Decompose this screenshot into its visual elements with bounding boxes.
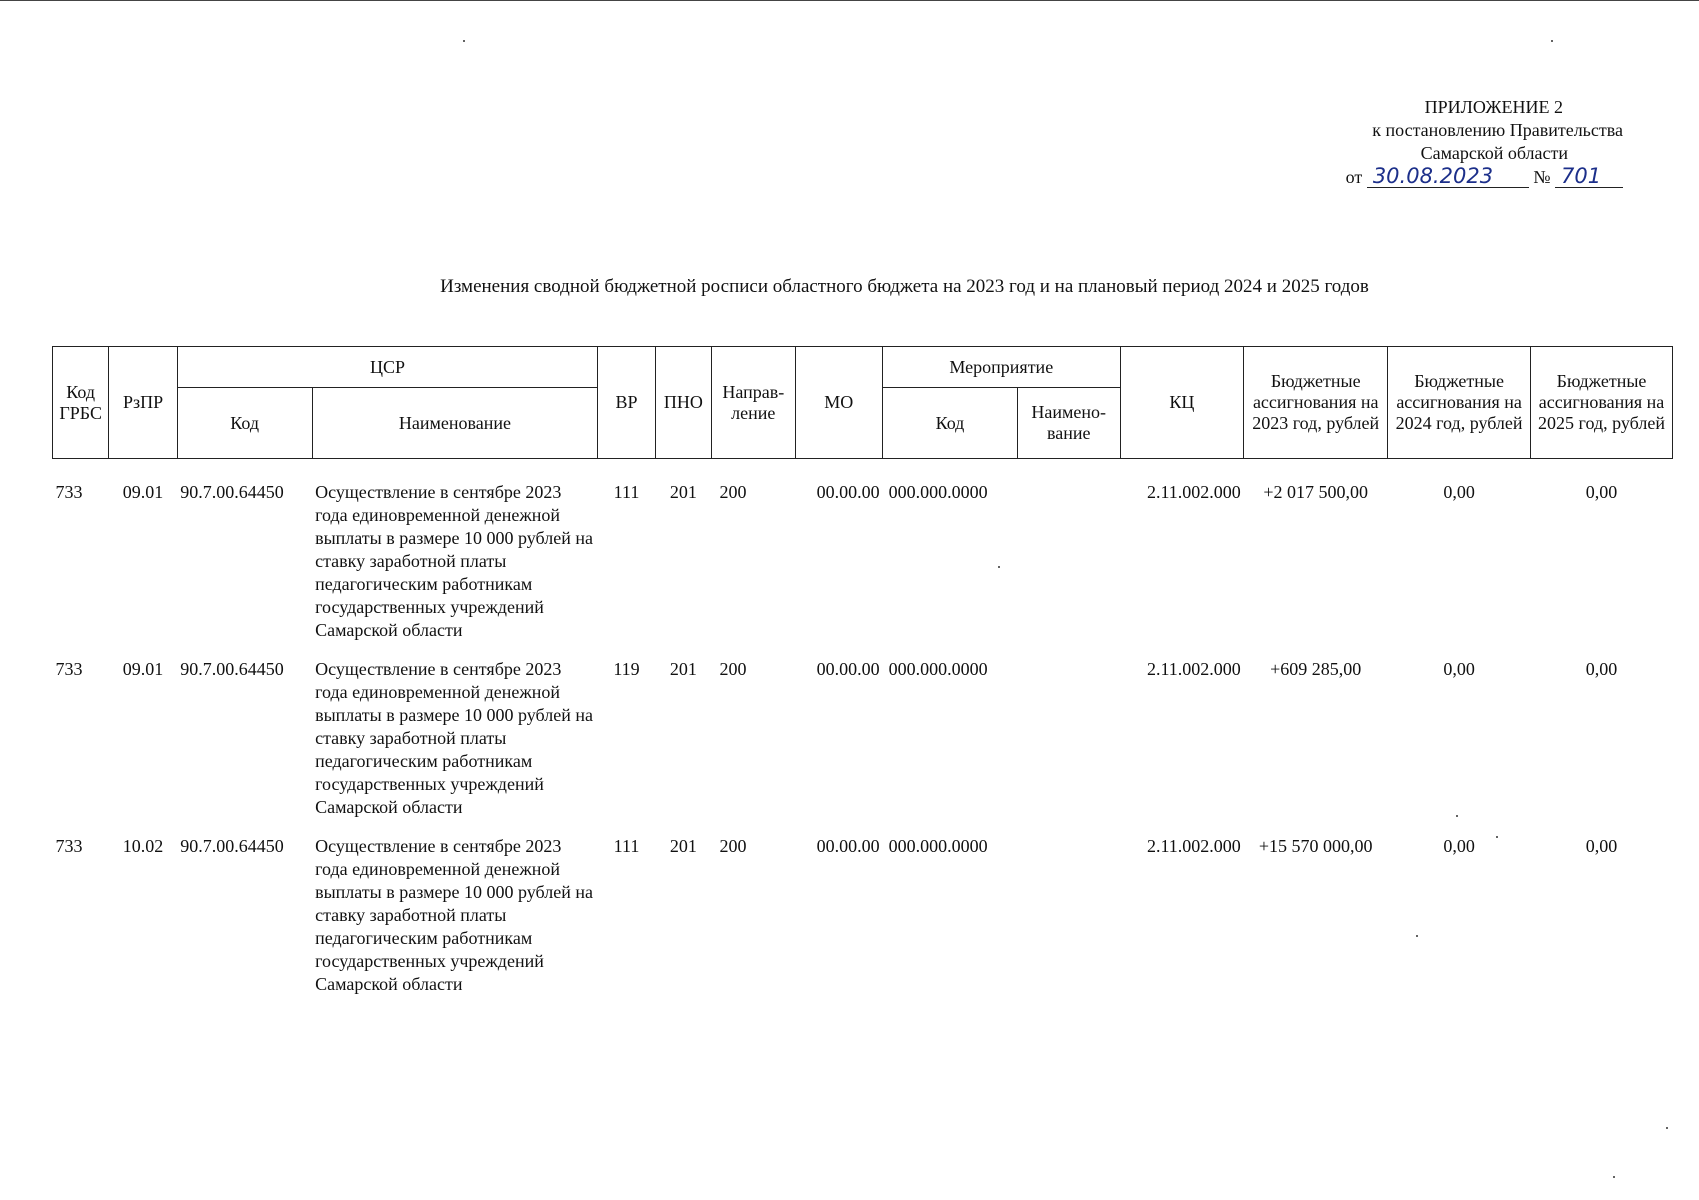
scan-speck (1456, 815, 1458, 817)
table-row (53, 835, 1673, 1012)
header-rzpr: РзПР (109, 347, 177, 459)
cell-vr: 111 (613, 836, 640, 856)
header-direction: Направ-ление (712, 347, 796, 459)
appendix-resolution: к постановлению Правительства (1372, 120, 1623, 140)
appendix-region: Самарской области (1420, 143, 1568, 163)
cell-mo: 00.00.00 (816, 482, 880, 502)
cell-csr-code: 90.7.00.64450 (180, 482, 284, 502)
scan-speck (1416, 935, 1418, 937)
cell-budget-2025: 0,00 (1585, 659, 1618, 679)
cell-event-name (1017, 835, 1120, 1012)
cell-pno: 201 (669, 836, 697, 856)
cell-event-code: 000.000.0000 (888, 482, 988, 502)
scan-speck (463, 40, 465, 42)
cell-budget-2025: 0,00 (1585, 482, 1618, 502)
cell-event-name (1017, 658, 1120, 835)
cell-direction: 200 (719, 659, 747, 679)
appendix-date-line (1263, 165, 1623, 189)
cell-event-code: 000.000.0000 (888, 659, 988, 679)
cell-budget-2023: +609 285,00 (1270, 659, 1362, 679)
header-budget-2023: Бюджетные ассигнования на 2023 год, рублей (1244, 347, 1388, 459)
budget-table (52, 346, 1673, 1012)
cell-mo: 00.00.00 (816, 836, 880, 856)
scan-speck (1613, 1176, 1615, 1178)
cell-csr-code: 90.7.00.64450 (180, 836, 284, 856)
handwritten-number: 701 (1555, 165, 1623, 188)
cell-rzpr: 09.01 (122, 659, 164, 679)
header-event-name: Наимено-вание (1017, 388, 1120, 459)
cell-csr-name: Осуществление в сентябре 2023 года единовременной денежной выплаты в размере 10 000 рублей на ставку заработной платы педагогическим работникам государственных учреждений Самарской области (315, 659, 593, 817)
handwritten-date: 30.08.2023 (1367, 165, 1529, 188)
header-budget-2024: Бюджетные ассигнования на 2024 год, рублей (1388, 347, 1531, 459)
cell-direction: 200 (719, 482, 747, 502)
cell-budget-2023: +2 017 500,00 (1263, 482, 1369, 502)
table-row (53, 658, 1673, 835)
header-csr: ЦСР (177, 347, 598, 388)
cell-vr: 119 (613, 659, 640, 679)
table-row (53, 481, 1673, 658)
scan-speck (1496, 836, 1498, 838)
cell-budget-2023: +15 570 000,00 (1258, 836, 1373, 856)
cell-budget-2024: 0,00 (1443, 482, 1475, 502)
cell-grbs: 733 (55, 836, 83, 856)
cell-budget-2024: 0,00 (1443, 836, 1475, 856)
cell-kc: 2.11.002.000 (1146, 659, 1241, 679)
header-mo: МО (795, 347, 883, 459)
cell-pno: 201 (669, 482, 697, 502)
cell-event-name (1017, 481, 1120, 658)
header-csr-code: Код (177, 388, 312, 459)
cell-event-code: 000.000.0000 (888, 836, 988, 856)
cell-vr: 111 (613, 482, 640, 502)
header-event: Мероприятие (883, 347, 1120, 388)
header-budget-2025: Бюджетные ассигнования на 2025 год, рублей (1531, 347, 1673, 459)
header-csr-name: Наименование (312, 388, 598, 459)
cell-grbs: 733 (55, 659, 83, 679)
cell-mo: 00.00.00 (816, 659, 880, 679)
cell-kc: 2.11.002.000 (1146, 482, 1241, 502)
page-top-edge (0, 0, 1699, 1)
header-grbs: Код ГРБС (53, 347, 109, 459)
date-prefix: от (1345, 167, 1363, 187)
cell-direction: 200 (719, 836, 747, 856)
cell-kc: 2.11.002.000 (1146, 836, 1241, 856)
document-title-text: Изменения сводной бюджетной росписи областного бюджета на 2023 год и на плановый период 2024 и 2025 годов (440, 276, 1369, 297)
cell-csr-name: Осуществление в сентябре 2023 года единовременной денежной выплаты в размере 10 000 рублей на ставку заработной платы педагогическим работникам государственных учреждений Самарской области (315, 836, 593, 994)
cell-csr-name: Осуществление в сентябре 2023 года единовременной денежной выплаты в размере 10 000 рублей на ставку заработной платы педагогическим работникам государственных учреждений Самарской области (315, 482, 593, 640)
cell-rzpr: 10.02 (122, 836, 164, 856)
scan-speck (998, 566, 1000, 568)
appendix-block (1263, 96, 1623, 189)
cell-budget-2025: 0,00 (1585, 836, 1618, 856)
number-prefix: № (1533, 167, 1551, 187)
appendix-title: ПРИЛОЖЕНИЕ 2 (1424, 97, 1563, 117)
document-title (0, 276, 1699, 298)
header-kc: КЦ (1120, 347, 1244, 459)
scan-speck (1551, 40, 1553, 42)
cell-budget-2024: 0,00 (1443, 659, 1475, 679)
cell-pno: 201 (669, 659, 697, 679)
cell-grbs: 733 (55, 482, 83, 502)
cell-csr-code: 90.7.00.64450 (180, 659, 284, 679)
header-vr: ВР (598, 347, 655, 459)
header-pno: ПНО (655, 347, 711, 459)
header-event-code: Код (883, 388, 1018, 459)
scan-speck (1666, 1127, 1668, 1129)
cell-rzpr: 09.01 (122, 482, 164, 502)
